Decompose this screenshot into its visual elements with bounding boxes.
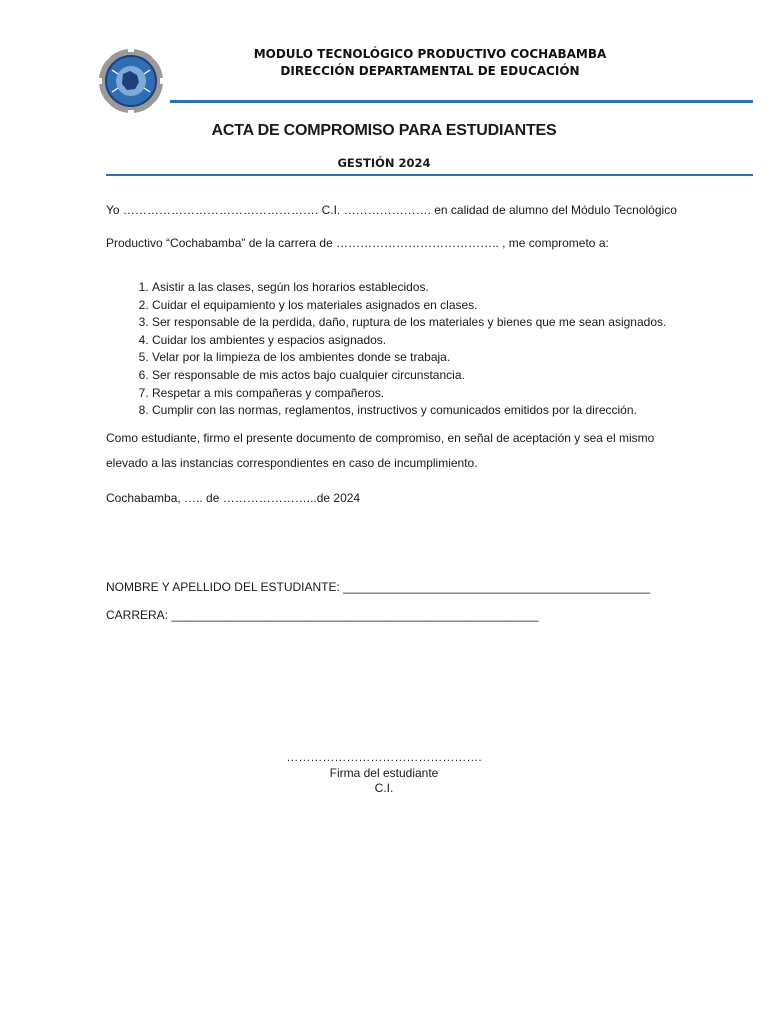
list-item: 1. Asistir a las clases, según los horarios establecidos.: [152, 279, 666, 297]
closing-paragraph-line2: elevado a las instancias correspondientes en caso de incumplimiento.: [106, 456, 478, 470]
gestion-label: GESTIÓN 2024: [337, 156, 431, 170]
commitment-list: [106, 279, 666, 420]
closing-paragraph-line1: Como estudiante, firmo el presente documento de compromiso, en señal de aceptación y sea el mismo: [106, 431, 655, 445]
signature-line: ………………………………………….: [286, 750, 482, 764]
list-item: 2. Cuidar el equipamiento y los materiales asignados en clases.: [152, 297, 666, 315]
list-item: 7. Respetar a mis compañeras y compañeros.: [152, 385, 666, 403]
department-name: DIRECCIÓN DEPARTAMENTAL DE EDUCACIÓN: [280, 64, 580, 78]
paragraph-identity: Yo …………………………………………. C.I. …………………. en calidad de alumno del Módulo Tecnológico: [106, 203, 677, 217]
signature-label: Firma del estudiante: [329, 766, 439, 780]
document-title: ACTA DE COMPROMISO PARA ESTUDIANTES: [211, 122, 557, 139]
institution-logo: [92, 44, 170, 118]
institution-name: MODULO TECNOLÓGICO PRODUCTIVO COCHABAMBA: [253, 47, 607, 61]
title-divider: [106, 174, 753, 176]
list-item: 5. Velar por la limpieza de los ambientes donde se trabaja.: [152, 349, 666, 367]
list-item: 6. Ser responsable de mis actos bajo cualquier circunstancia.: [152, 367, 666, 385]
header-divider: [170, 100, 753, 103]
date-line: Cochabamba, ….. de …………………...de 2024: [106, 491, 361, 505]
signature-ci: C.I.: [374, 781, 394, 795]
paragraph-career: Productivo “Cochabamba” de la carrera de ………………………………….. , me comprometo a:: [106, 236, 609, 250]
list-item: 8. Cumplir con las normas, reglamentos, instructivos y comunicados emitidos por la dirección.: [152, 402, 666, 420]
career-field: CARRERA: _______________________________________________________: [106, 608, 539, 622]
student-name-field: NOMBRE Y APELLIDO DEL ESTUDIANTE: ______________________________________________: [106, 580, 651, 594]
list-item: 4. Cuidar los ambientes y espacios asignados.: [152, 332, 666, 350]
list-item: 3. Ser responsable de la perdida, daño, ruptura de los materiales y bienes que me sean asignados.: [152, 314, 666, 332]
